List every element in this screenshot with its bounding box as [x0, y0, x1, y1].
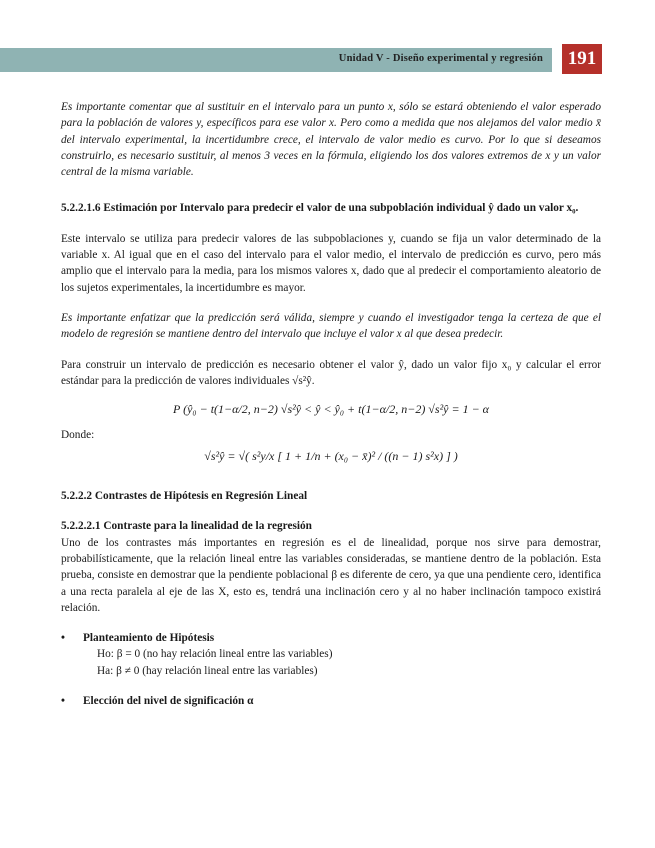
alternative-hypothesis: Ha: β ≠ 0 (hay relación lineal entre las variables)	[97, 664, 318, 677]
running-header: Unidad V - Diseño experimental y regresión	[338, 53, 543, 64]
paragraph-construct-interval: Para construir un intervalo de predicción es necesario obtener el valor ŷ, dado un valor fijo x₀ y calcular el error estándar para la predicción de valores individuales √s²ŷ.	[61, 358, 601, 387]
page-number: 191	[562, 44, 602, 74]
standard-error-formula: √s²ŷ = √( s²y/x [ 1 + 1/n + (x₀ − x̄)² / ((n − 1) s²x) ] )	[204, 448, 458, 463]
paragraph-emphasis: Es importante enfatizar que la predicción será válida, siempre y cuando el investigador tenga la certeza de que el modelo de regresión se mantiene dentro del intervalo que incluye el valor x al que desea predecir.	[61, 311, 601, 341]
donde-label: Donde:	[61, 429, 95, 442]
bullet-hypothesis-setup: • Planteamiento de Hipótesis	[61, 630, 601, 646]
paragraph-intro: Es importante comentar que al sustituir en el intervalo para un punto x, sólo se estará obteniendo el valor esperado para la población de valores y, específicos para ese valor x. Pero como a medida que nos alejamos del valor medio x̄ del intervalo experimental, la incertidumbre crece, el intervalo de valor medio es curvo. Por lo que si deseamos construirlo, es necesario sustituir, al menos 3 veces en la fórmula, eligiendo los dos valores extremos de x y un valor central de la misma variable.	[61, 101, 601, 179]
section-heading-5222-1: 5.2.2.2.1 Contraste para la linealidad de la regresión	[61, 520, 312, 533]
paragraph-linearity: Uno de los contrastes más importantes en regresión es el de linealidad, porque nos sirve para demostrar, probabilísticamente, que la relación lineal entre las variables consideradas, se mantiene dentro de la población. Esta prueba, consiste en demostrar que la pendiente poblacional β es diferente de cero, ya que una pendiente cero, identifica a una recta paralela al eje de las X, esto es, tendrá una inclinación cero y al no haber inclinación tampoco existirá relación.	[61, 536, 601, 614]
significance-list	[61, 693, 601, 709]
page-content	[61, 99, 601, 709]
paragraph-prediction-interval: Este intervalo se utiliza para predecir valores de las subpoblaciones y, cuando se fija un valor determinado de la variable x. Al igual que en el caso del intervalo para el valor medio, el intervalo de predicción es curvo, pero más amplio que el intervalo para la media, para los mismos valores x, dado que al predecir el comportamiento aleatorio de los sujetos experimentales, la incertidumbre es mayor.	[61, 232, 601, 294]
bullet-significance-level: • Elección del nivel de significación α	[61, 693, 601, 709]
prediction-interval-formula: P (ŷ₀ − t(1−α/2, n−2) √s²ŷ < ŷ < ŷ₀ + t(1−α/2, n−2) √s²ŷ = 1 − α	[173, 402, 489, 417]
section-heading-5222: 5.2.2.2 Contrastes de Hipótesis en Regresión Lineal	[61, 490, 308, 503]
null-hypothesis: Ho: β = 0 (no hay relación lineal entre las variables)	[97, 648, 333, 661]
section-heading-5221-6: 5.2.2.1.6 Estimación por Intervalo para predecir el valor de una subpoblación individual ŷ dado un valor x₀.	[61, 202, 579, 215]
hypothesis-list	[61, 630, 601, 679]
